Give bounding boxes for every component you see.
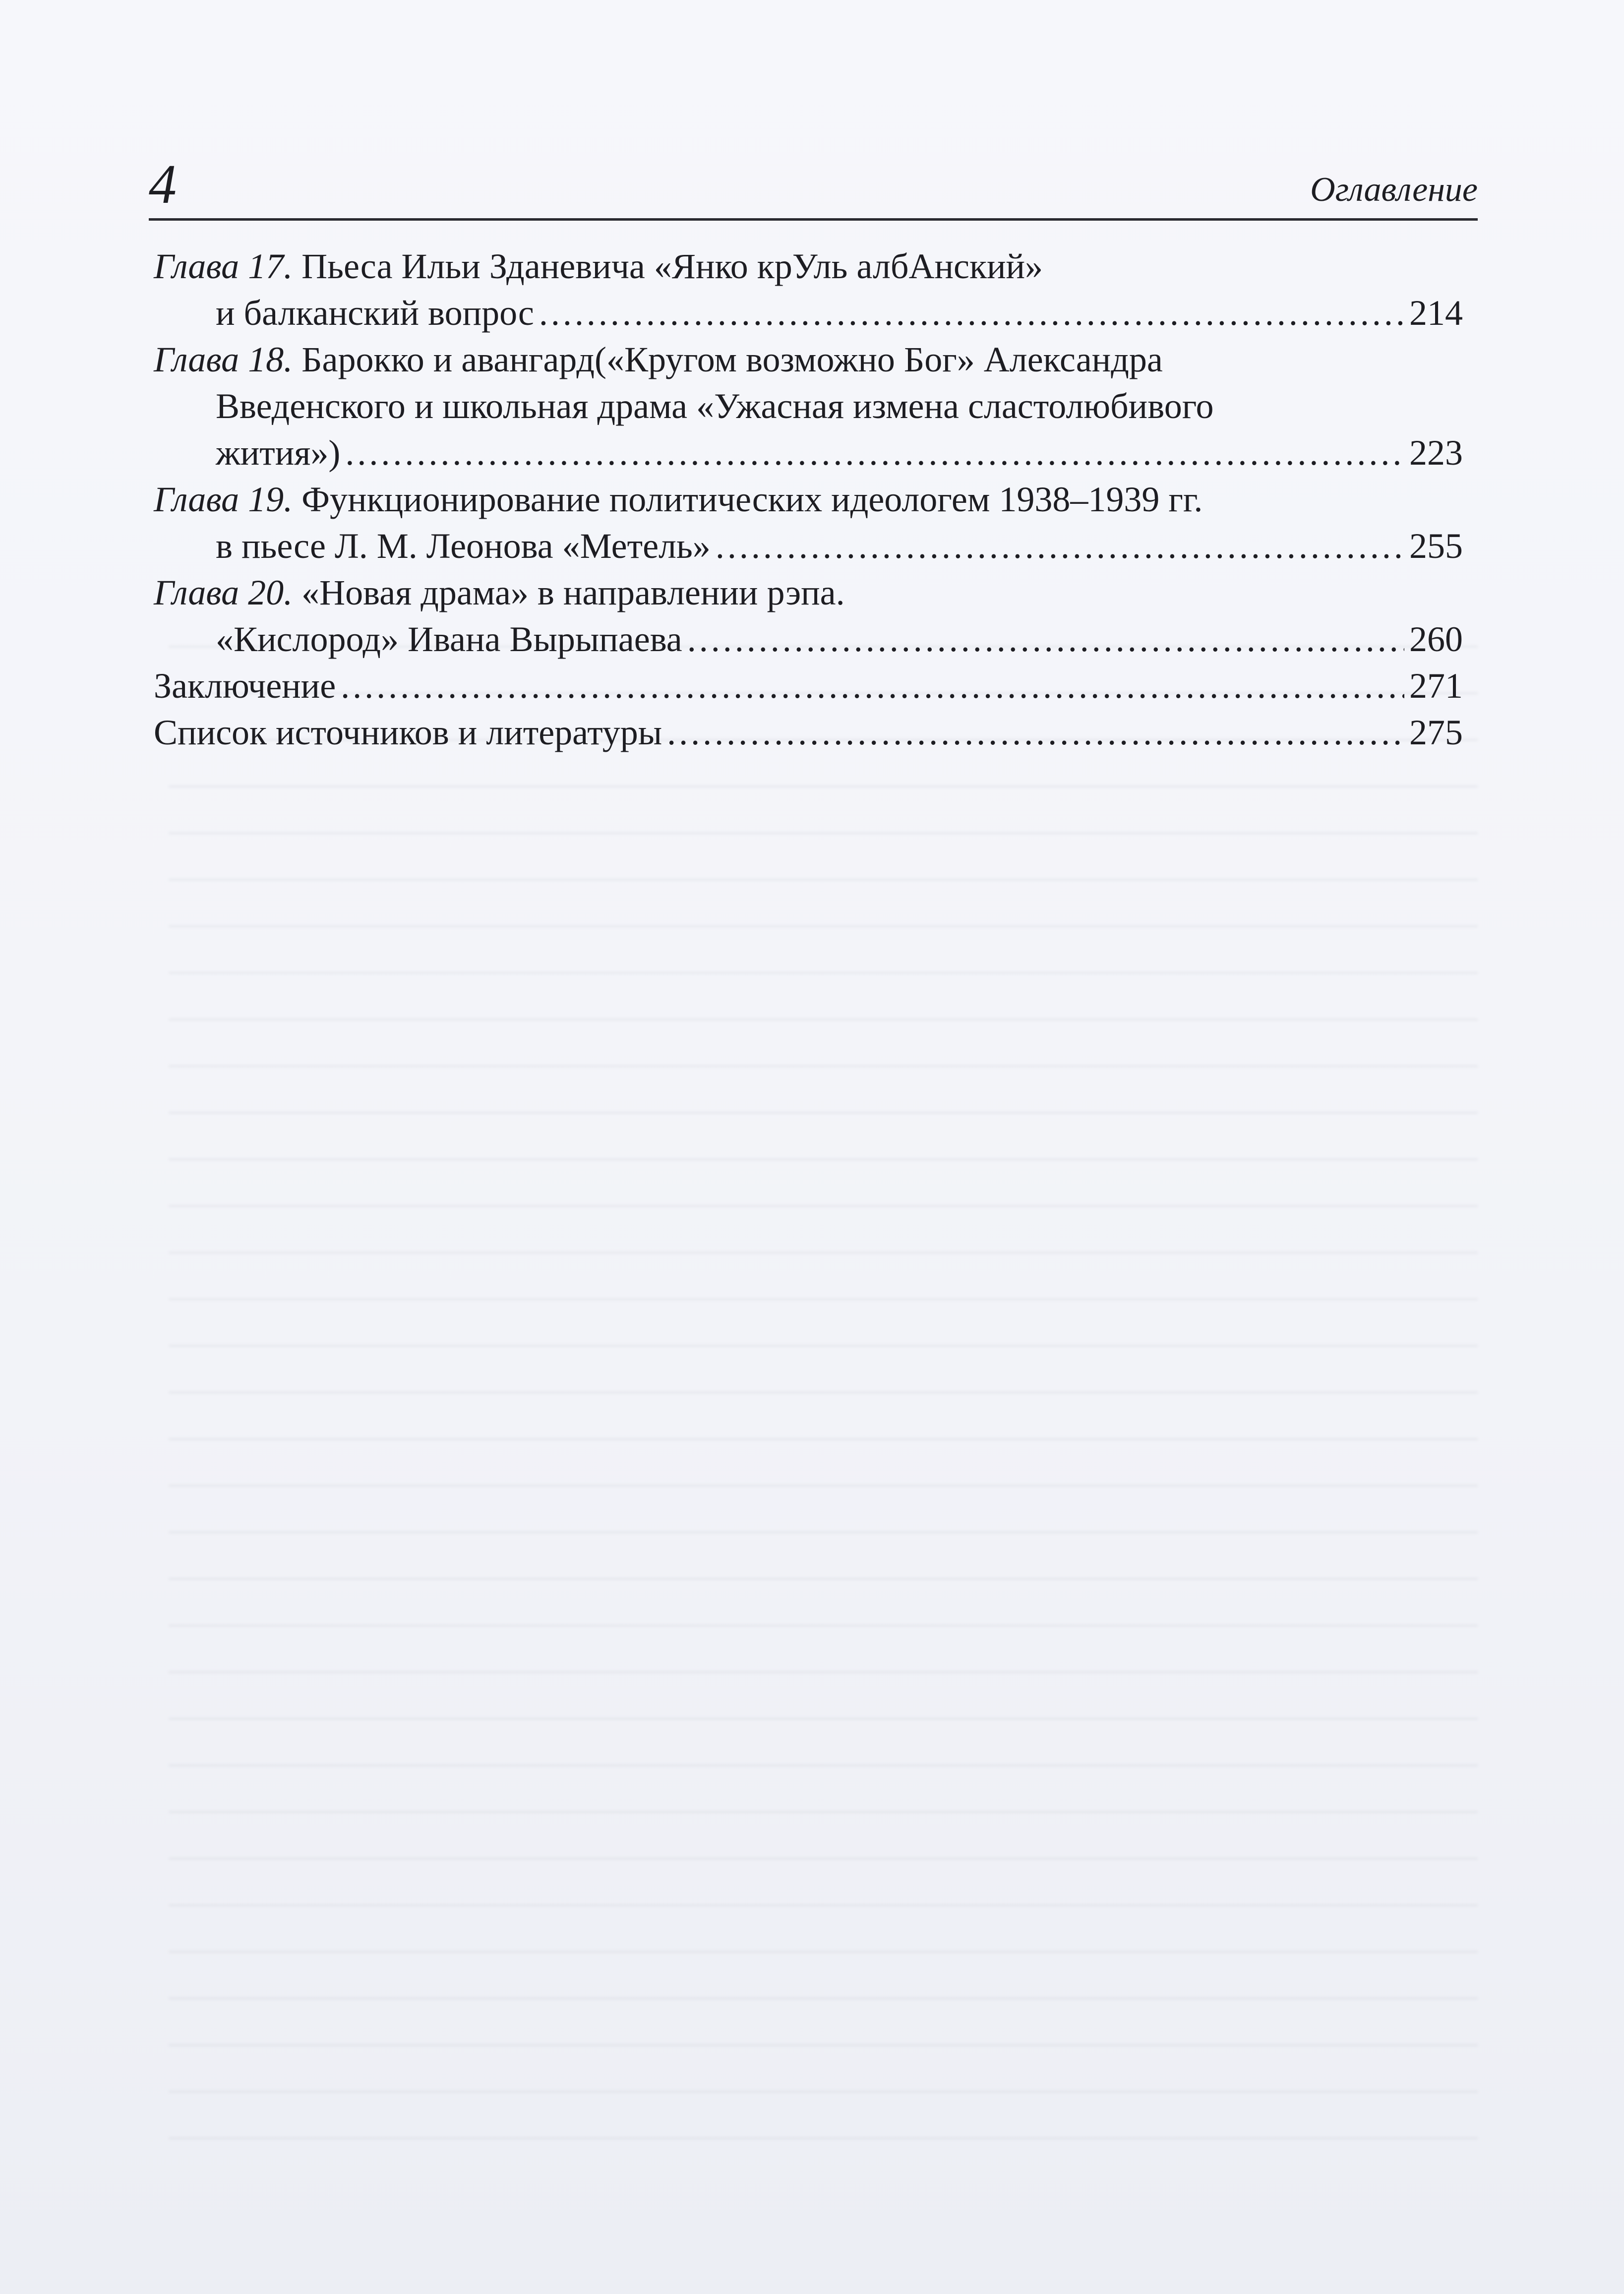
toc-entry-chapter-18 [154,336,1463,476]
toc-chapter-label: Глава 20. [154,573,293,612]
toc-chapter-title-end: в пьесе Л. М. Леонова «Метель» [216,526,711,566]
dot-leader [345,429,1404,476]
dot-leader [539,290,1404,336]
toc-chapter-title: Барокко и авангард(«Кругом возможно Бог» Александра [301,340,1163,379]
toc-entry-title: Заключение [154,666,336,706]
toc-entry-title: Список источников и литературы [154,713,662,752]
toc-page-ref: 271 [1409,666,1463,706]
toc-chapter-label: Глава 19. [154,480,293,519]
dot-leader [341,663,1404,709]
toc-entry-conclusion [154,663,1463,709]
toc-page-ref: 275 [1409,713,1463,752]
toc-chapter-title-end: жития») [216,433,341,473]
running-title: Оглавление [1310,171,1478,209]
toc-chapter-title-end: и балканский вопрос [216,293,534,333]
toc-chapter-title: «Новая драма» в направлении рэпа. [301,573,845,612]
toc-chapter-title-end: «Кислород» Ивана Вырыпаева [216,619,682,659]
toc-chapter-title-cont: Введенского и школьная драма «Ужасная измена сластолюбивого [216,386,1214,426]
reverse-page-bleed-through [169,615,1478,2152]
toc-entry-chapter-17 [154,243,1463,336]
dot-leader [687,616,1404,663]
page-number: 4 [149,154,177,215]
toc-page-ref: 223 [1409,433,1463,473]
toc-entry-chapter-19 [154,476,1463,569]
table-of-contents [154,243,1463,756]
dot-leader [716,523,1404,569]
toc-page-ref: 255 [1409,526,1463,566]
toc-chapter-title: Пьеса Ильи Зданевича «Янко крУль албАнский» [301,246,1043,286]
toc-entry-chapter-20 [154,569,1463,663]
toc-chapter-label: Глава 18. [154,340,293,379]
dot-leader [667,709,1404,756]
toc-entry-bibliography [154,709,1463,756]
toc-chapter-title: Функционирование политических идеологем 1938–1939 гг. [301,480,1203,519]
toc-chapter-label: Глава 17. [154,246,293,286]
page-header [149,144,1478,221]
toc-page-ref: 260 [1409,619,1463,659]
toc-page-ref: 214 [1409,293,1463,333]
